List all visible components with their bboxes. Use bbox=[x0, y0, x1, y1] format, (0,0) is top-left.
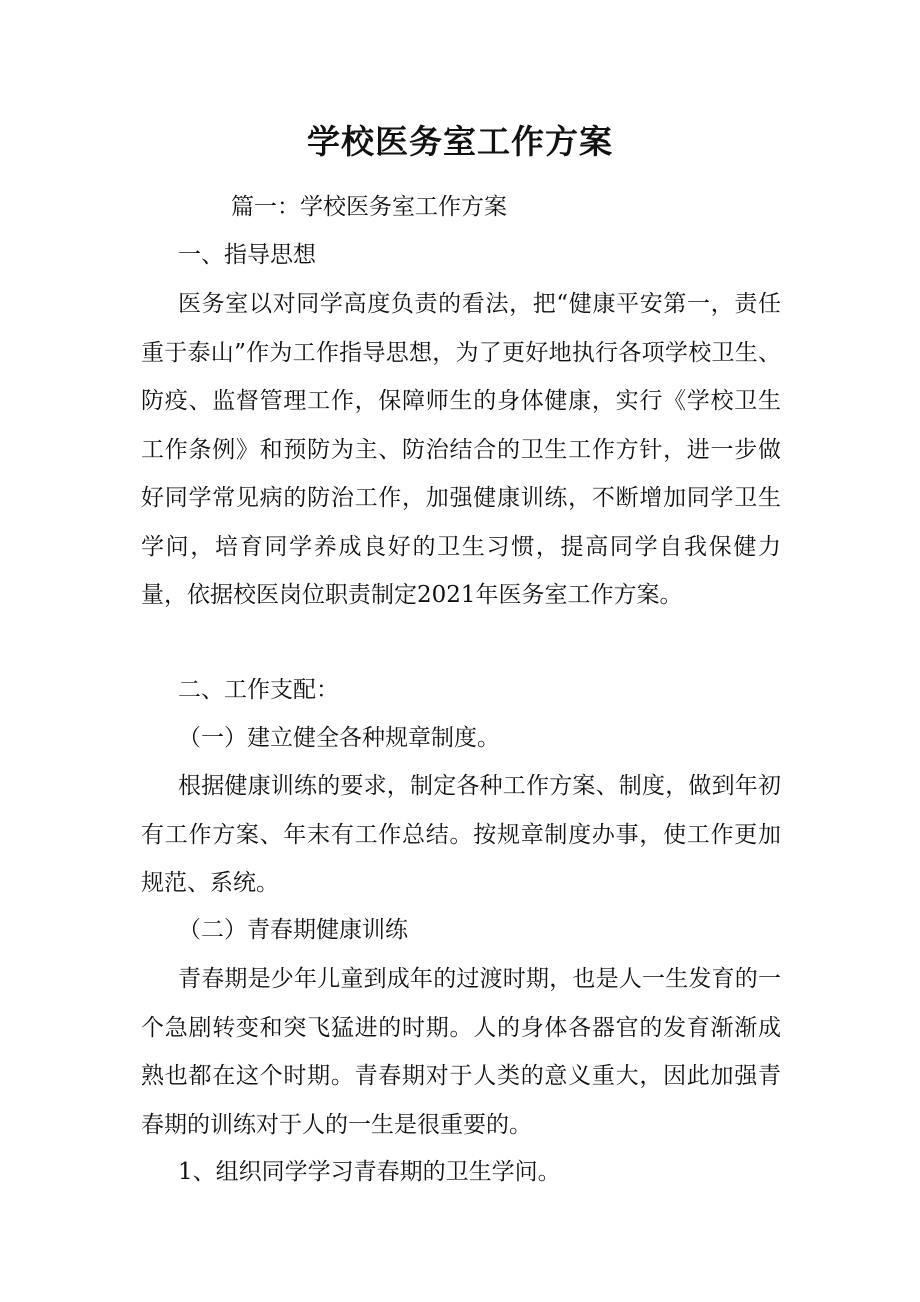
subsection1-paragraph: 根据健康训练的要求，制定各种工作方案、制度，做到年初有工作方案、年末有工作总结。按规章制度办事，使工作更加规范、系统。 bbox=[141, 773, 781, 896]
subsection1-heading: （一）建立健全各种规章制度。 bbox=[178, 725, 500, 751]
section1-heading: 一、指导思想 bbox=[178, 242, 316, 268]
document-title: 学校医务室工作方案 bbox=[307, 122, 613, 161]
section2-heading: 二、工作支配： bbox=[178, 677, 339, 703]
list-item-1: 1、组织同学学习青春期的卫生学问。 bbox=[178, 1159, 561, 1185]
section1-paragraph: 医务室以对同学高度负责的看法，把“健康平安第一，责任重于泰山”作为工作指导思想，为了更好地执行各项学校卫生、防疫、监督管理工作，保障师生的身体健康，实行《学校卫生工作条例》和预防为主、防治结合的卫生工作方针，进一步做好同学常见病的防治工作，加强健康训练，不断增加同学卫生学问，培育同学养成良好的卫生习惯，提高同学自我保健力量，依据校医岗位职责制定2021年医务室工作方案。 bbox=[141, 291, 781, 608]
document-subtitle: 篇一：学校医务室工作方案 bbox=[231, 194, 507, 220]
subsection2-paragraph: 青春期是少年儿童到成年的过渡时期，也是人一生发育的一个急剧转变和突飞猛进的时期。人的身体各器官的发育渐渐成熟也都在这个时期。青春期对于人类的意义重大，因此加强青春期的训练对于人的一生是很重要的。 bbox=[141, 966, 781, 1138]
subsection2-heading: （二）青春期健康训练 bbox=[178, 917, 408, 943]
